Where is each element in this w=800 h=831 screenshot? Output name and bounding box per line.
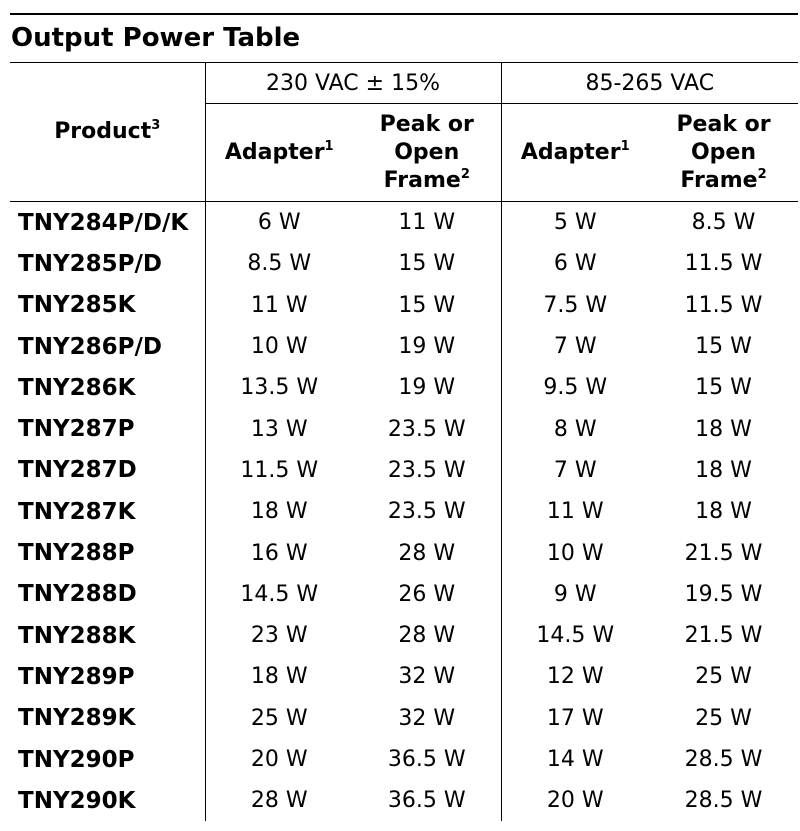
adapter-230-cell: 16 W bbox=[205, 532, 353, 573]
table-row bbox=[10, 574, 798, 615]
table-row bbox=[10, 367, 798, 408]
adapter-85-cell: 7 W bbox=[501, 326, 649, 367]
peak-230-cell: 32 W bbox=[398, 705, 456, 731]
peak-230-cell: 36.5 W bbox=[387, 788, 466, 814]
table-row bbox=[10, 326, 798, 367]
peak-230-cell: 19 W bbox=[398, 375, 456, 401]
adapter-230-cell: 28 W bbox=[205, 780, 353, 821]
peak-85-cell: 28.5 W bbox=[684, 747, 763, 772]
adapter-85-cell: 14 W bbox=[501, 739, 649, 780]
table-row bbox=[10, 780, 798, 821]
peak-85-cell: 19.5 W bbox=[684, 581, 763, 607]
peak-230-cell: 15 W bbox=[398, 251, 456, 277]
top-rule bbox=[10, 13, 798, 15]
product-cell: TNY285P/D bbox=[18, 250, 162, 277]
product-cell: TNY286K bbox=[18, 374, 136, 401]
product-cell: TNY285K bbox=[18, 292, 136, 319]
table-row bbox=[10, 285, 798, 326]
peak-85-cell: 25 W bbox=[695, 705, 752, 731]
peak-230-cell: 28 W bbox=[398, 540, 456, 566]
peak-230-cell: 23.5 W bbox=[387, 499, 466, 525]
table-row bbox=[10, 656, 798, 697]
table-row bbox=[10, 532, 798, 573]
adapter-85-cell: 5 W bbox=[501, 202, 649, 244]
peak-header-85: Peak or Open Frame$^2$ bbox=[649, 104, 798, 202]
peak-85-cell: 18 W bbox=[695, 499, 752, 525]
table-row bbox=[10, 615, 798, 656]
peak-85-cell: 25 W bbox=[695, 664, 752, 690]
adapter-230-cell: 11 W bbox=[205, 285, 353, 326]
adapter-230-cell: 18 W bbox=[205, 656, 353, 697]
adapter-85-cell: 9 W bbox=[501, 574, 649, 615]
table-row bbox=[10, 739, 798, 780]
adapter-85-cell: 9.5 W bbox=[501, 367, 649, 408]
product-cell: TNY287K bbox=[18, 498, 136, 525]
peak-header-230: Peak or Open Frame$^2$ bbox=[353, 104, 501, 202]
peak-230-cell: 15 W bbox=[398, 292, 456, 318]
adapter-85-cell: 20 W bbox=[501, 780, 649, 821]
table-row bbox=[10, 698, 798, 739]
product-cell: TNY290P bbox=[18, 746, 135, 773]
adapter-85-cell: 7 W bbox=[501, 450, 649, 491]
adapter-header-230: Adapter$^1$ bbox=[205, 104, 353, 202]
product-cell: TNY288P bbox=[18, 540, 135, 567]
peak-85-cell: 21.5 W bbox=[684, 623, 763, 649]
adapter-230-cell: 11.5 W bbox=[205, 450, 353, 491]
adapter-230-cell: 14.5 W bbox=[205, 574, 353, 615]
table-row bbox=[10, 450, 798, 491]
product-footnote-ref: 3 bbox=[151, 118, 161, 133]
peak-230-cell: 23.5 W bbox=[387, 457, 466, 483]
peak-230-cell: 19 W bbox=[398, 334, 456, 360]
peak-85-cell: 8.5 W bbox=[691, 210, 756, 236]
adapter-85-cell: 14.5 W bbox=[501, 615, 649, 656]
adapter-85-cell: 7.5 W bbox=[501, 285, 649, 326]
output-power-table bbox=[10, 62, 798, 821]
adapter-230-cell: 6 W bbox=[205, 202, 353, 244]
peak-85-cell: 15 W bbox=[695, 375, 752, 401]
table-row bbox=[10, 408, 798, 449]
table-row bbox=[10, 202, 798, 244]
product-cell: TNY284P/D/K bbox=[18, 209, 189, 236]
product-cell: TNY289K bbox=[18, 705, 136, 732]
peak-85-cell: 21.5 W bbox=[684, 540, 763, 566]
peak-85-cell: 15 W bbox=[695, 334, 752, 360]
peak-85-cell: 18 W bbox=[695, 416, 752, 442]
table-row bbox=[10, 243, 798, 284]
group-header-230vac: 230 VAC ± 15% bbox=[205, 63, 501, 104]
adapter-85-cell: 11 W bbox=[501, 491, 649, 532]
adapter-230-cell: 13.5 W bbox=[205, 367, 353, 408]
product-cell: TNY289P bbox=[18, 663, 135, 690]
table-row bbox=[10, 491, 798, 532]
adapter-230-cell: 8.5 W bbox=[205, 243, 353, 284]
peak-85-cell: 28.5 W bbox=[684, 788, 763, 814]
product-cell: TNY290K bbox=[18, 787, 136, 814]
adapter-85-cell: 17 W bbox=[501, 698, 649, 739]
peak-85-cell: 18 W bbox=[695, 457, 752, 483]
adapter-230-cell: 25 W bbox=[205, 698, 353, 739]
adapter-85-cell: 10 W bbox=[501, 532, 649, 573]
peak-230-cell: 26 W bbox=[398, 581, 456, 607]
product-cell: TNY288K bbox=[18, 622, 136, 649]
adapter-85-cell: 6 W bbox=[501, 243, 649, 284]
adapter-230-cell: 13 W bbox=[205, 408, 353, 449]
product-cell: TNY286P/D bbox=[18, 333, 162, 360]
adapter-85-cell: 8 W bbox=[501, 408, 649, 449]
adapter-230-cell: 23 W bbox=[205, 615, 353, 656]
peak-230-cell: 36.5 W bbox=[387, 747, 466, 772]
adapter-230-cell: 10 W bbox=[205, 326, 353, 367]
product-cell: TNY287D bbox=[18, 457, 137, 484]
peak-230-cell: 32 W bbox=[398, 664, 456, 690]
table-title: Output Power Table bbox=[11, 23, 301, 53]
group-header-85-265vac: 85-265 VAC bbox=[501, 63, 798, 104]
adapter-header-85: Adapter$^1$ bbox=[501, 104, 649, 202]
adapter-230-cell: 18 W bbox=[205, 491, 353, 532]
adapter-85-cell: 12 W bbox=[501, 656, 649, 697]
peak-85-cell: 11.5 W bbox=[684, 251, 763, 277]
product-cell: TNY288D bbox=[18, 581, 137, 608]
peak-230-cell: 23.5 W bbox=[387, 416, 466, 442]
peak-230-cell: 28 W bbox=[398, 623, 456, 649]
product-header: Product$^3$ bbox=[10, 63, 205, 202]
product-cell: TNY287P bbox=[18, 416, 135, 443]
adapter-230-cell: 20 W bbox=[205, 739, 353, 780]
header-row-groups bbox=[10, 63, 798, 104]
peak-85-cell: 11.5 W bbox=[684, 292, 763, 318]
peak-230-cell: 11 W bbox=[398, 210, 456, 236]
